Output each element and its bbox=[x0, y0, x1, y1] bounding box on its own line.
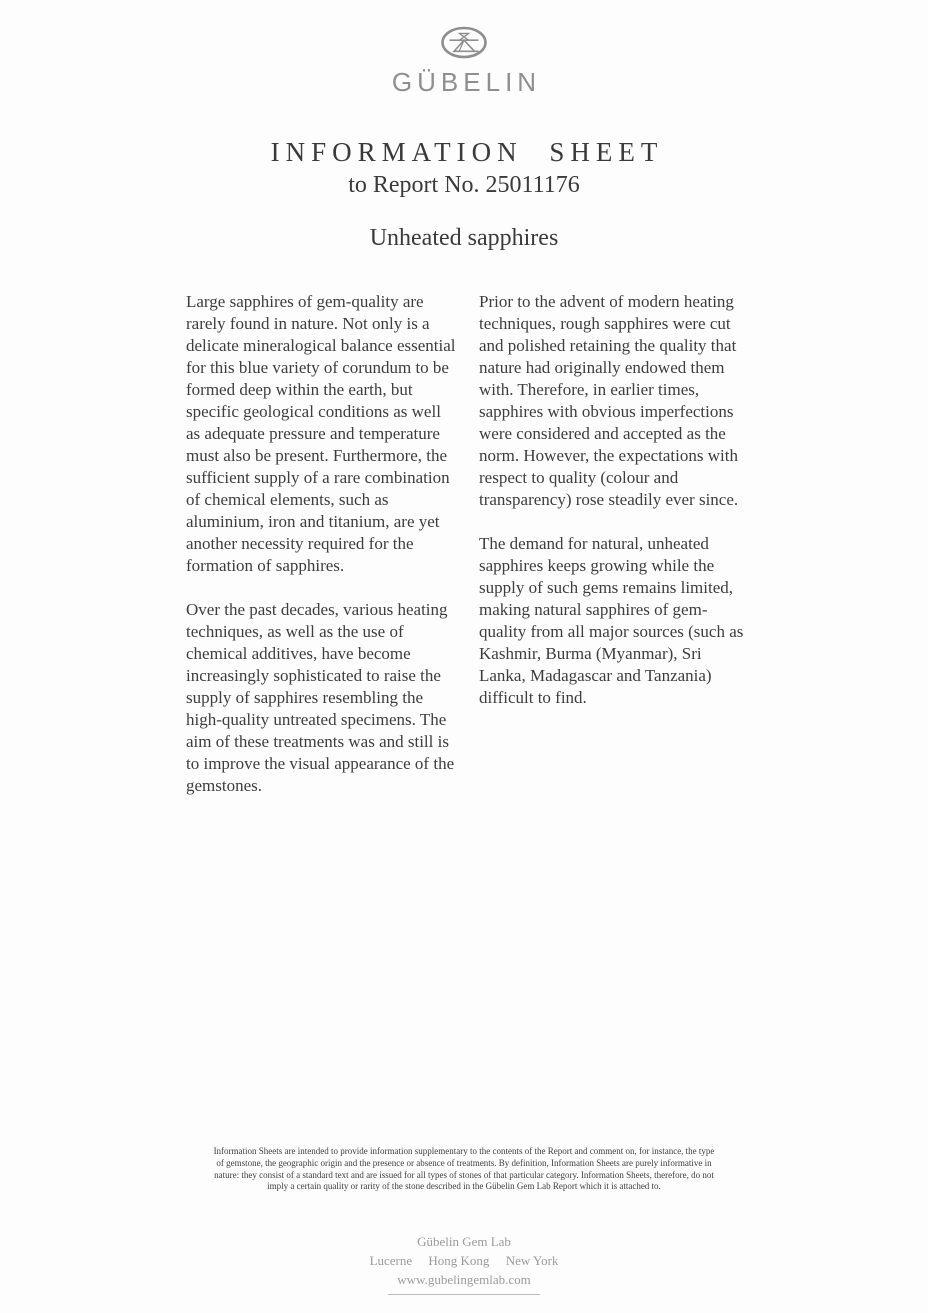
paragraph-treatments: Over the past decades, various heating techniques, as well as the use of chemical additives, have become increasingly sophisticated to raise the supply of sapphires resembling the high-quality untreated specimens. The aim of these treatments was and still is to improve the visual appearance of the gemstones. bbox=[186, 600, 455, 795]
page-title: INFORMATION SHEET bbox=[270, 137, 664, 167]
footer-divider bbox=[388, 1294, 540, 1295]
disclaimer-line: imply a certain quality or rarity of the stone described in the Gübelin Gem Lab Report which it is attached to. bbox=[267, 1181, 661, 1192]
disclaimer-line: nature: they consist of a standard text and are issued for all types of stones of that particular category. Information Sheets, therefore, do not bbox=[214, 1169, 714, 1180]
body-columns bbox=[186, 291, 750, 819]
right-column bbox=[479, 291, 750, 819]
disclaimer-block bbox=[164, 1146, 764, 1193]
footer-website: www.gubelingemlab.com bbox=[397, 1272, 531, 1287]
footer-locations bbox=[0, 1251, 928, 1270]
footer-location: New York bbox=[505, 1253, 559, 1268]
disclaimer-line: Information Sheets are intended to provide information supplementary to the contents of the Report and comment on, for instance, the type bbox=[213, 1146, 715, 1156]
paragraph-demand: The demand for natural, unheated sapphires keeps growing while the supply of such gems remains limited, making natural sapphires of gem-quality from all major sources (such as Kashmir, Burma (Myanmar), Sri Lanka, Madagascar and Tanzania) difficult to find. bbox=[479, 534, 744, 707]
brand-block bbox=[0, 24, 928, 98]
brand-wordmark: GÜBELIN bbox=[391, 67, 542, 97]
paragraph-formation: Large sapphires of gem-quality are rarely found in nature. Not only is a delicate mineralogical balance essential for this blue variety of corundum to be formed deep within the earth, but specific geological conditions as well as adequate pressure and temperature must also be present. Furthermore, the sufficient supply of a rare combination of chemical elements, such as aluminium, iron and titanium, are yet another necessity required for the formation of sapphires. bbox=[186, 292, 456, 575]
left-column bbox=[186, 291, 457, 819]
footer-block bbox=[0, 1232, 928, 1295]
footer-location: Lucerne bbox=[369, 1253, 413, 1268]
footer-location: Hong Kong bbox=[428, 1253, 490, 1268]
paragraph-history: Prior to the advent of modern heating techniques, rough sapphires were cut and polished retaining the quality that nature had originally endowed them with. Therefore, in earlier times, sapphires with obvious imperfections were considered and accepted as the norm. However, the expectations with respect to quality (colour and transparency) rose steadily ever since. bbox=[479, 292, 739, 509]
footer-lab-name: Gübelin Gem Lab bbox=[417, 1234, 511, 1249]
disclaimer-line: of gemstone, the geographic origin and the presence or absence of treatments. By definition, Information Sheets are purely informative in bbox=[216, 1157, 712, 1168]
gubelin-oval-emblem-icon bbox=[440, 24, 488, 66]
report-number-line: to Report No. 25011176 bbox=[348, 172, 580, 198]
sheet-subtitle: Unheated sapphires bbox=[369, 225, 559, 251]
